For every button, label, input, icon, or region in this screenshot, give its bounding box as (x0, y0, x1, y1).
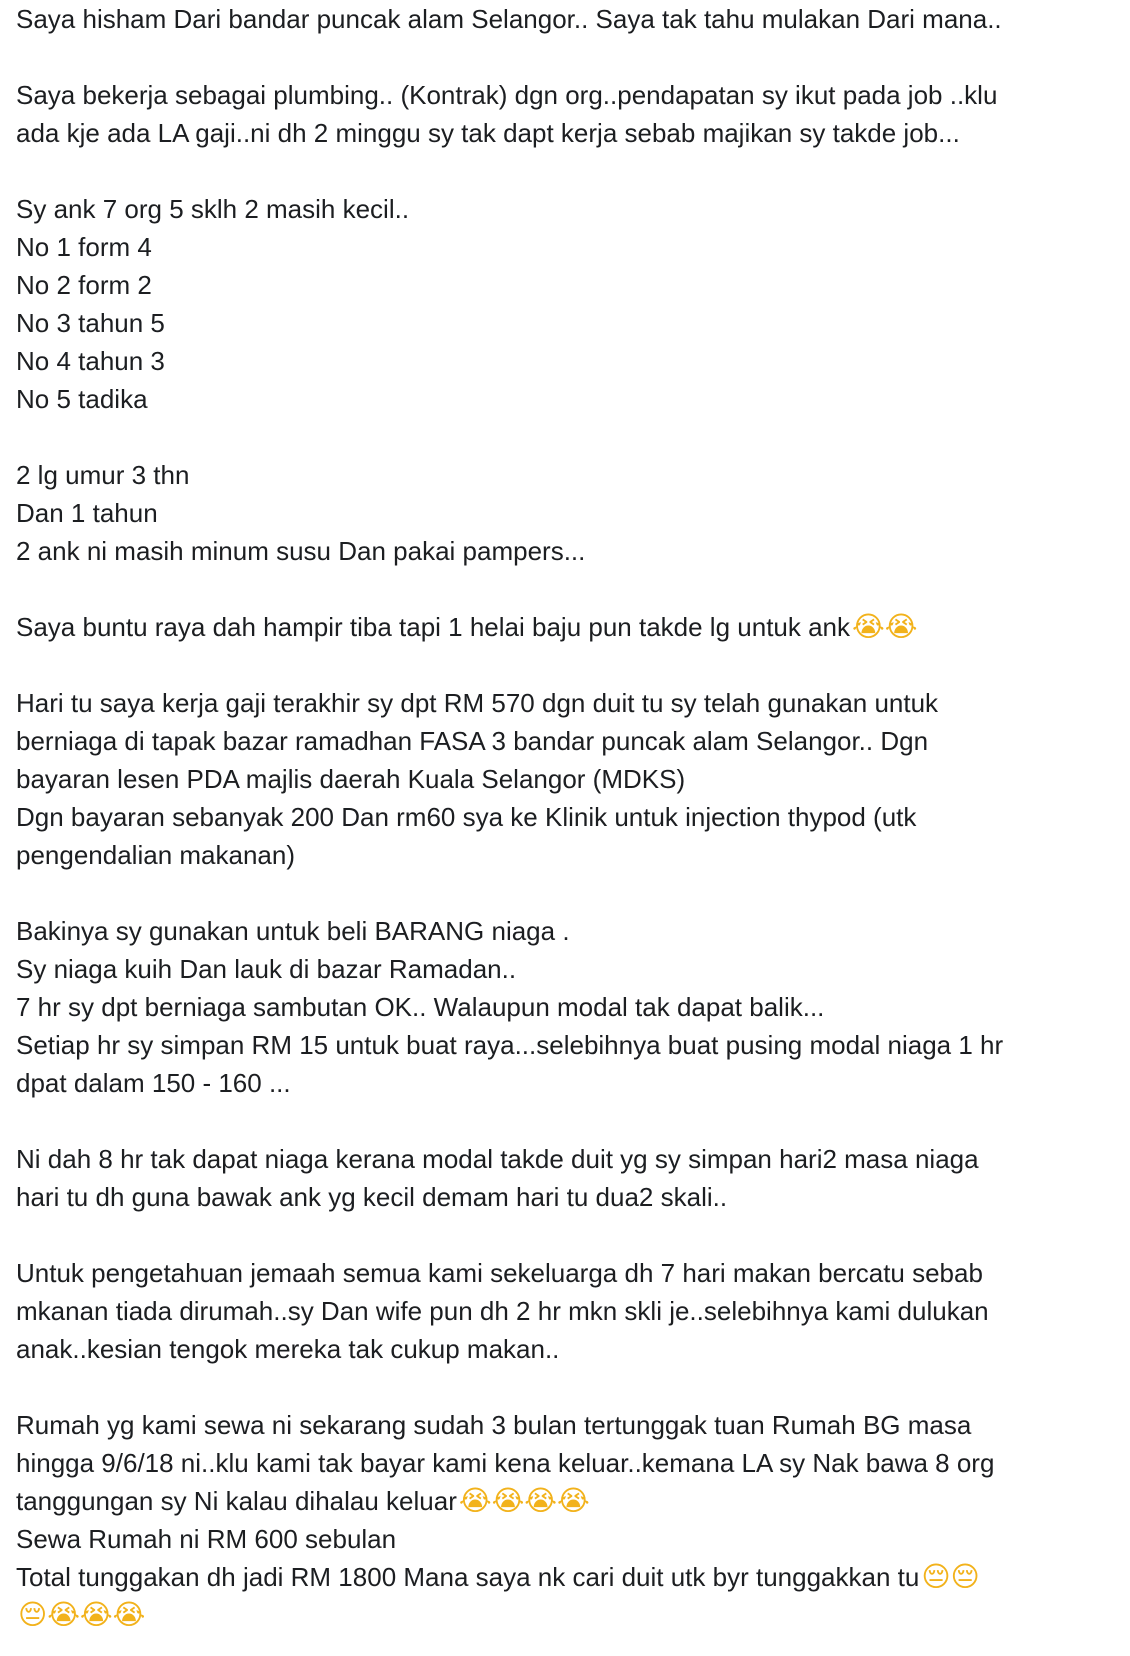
text-line: mkanan tiada dirumah..sy Dan wife pun dh 2 hr mkn skli je..selebihnya kami dulukan (16, 1296, 989, 1326)
text-line: 2 ank ni masih minum susu Dan pakai pampers... (16, 536, 586, 566)
text-line: Sewa Rumah ni RM 600 sebulan (16, 1524, 397, 1554)
text-line: Sy niaga kuih Dan lauk di bazar Ramadan.. (16, 954, 517, 984)
text-line: No 1 form 4 (16, 232, 152, 262)
text-line: No 3 tahun 5 (16, 308, 165, 338)
text-line: berniaga di tapak bazar ramadhan FASA 3 bandar puncak alam Selangor.. Dgn (16, 726, 929, 756)
text-line: anak..kesian tengok mereka tak cukup makan.. (16, 1334, 560, 1364)
text-line: dpat dalam 150 - 160 ... (16, 1068, 291, 1098)
text-line (16, 608, 1116, 646)
text-line: Hari tu saya kerja gaji terakhir sy dpt RM 570 dgn duit tu sy telah gunakan untuk (16, 688, 939, 718)
pensive-face-icon: 😔😔 (921, 1560, 980, 1593)
text-line: Saya hisham Dari bandar puncak alam Selangor.. Saya tak tahu mulakan Dari mana.. (16, 4, 1002, 34)
text-line: No 5 tadika (16, 384, 148, 414)
text-line: Sy ank 7 org 5 sklh 2 masih kecil.. (16, 194, 410, 224)
text-line: pengendalian makanan) (16, 840, 295, 870)
text-line: No 4 tahun 3 (16, 346, 165, 376)
text-line: Bakinya sy gunakan untuk beli BARANG niaga . (16, 916, 570, 946)
text-span: Saya buntu raya dah hampir tiba tapi 1 helai baju pun takde lg untuk ank (16, 612, 851, 642)
crying-face-icon: 😭😭 (852, 610, 918, 643)
text-line: hari tu dh guna bawak ank yg kecil demam hari tu dua2 skali.. (16, 1182, 728, 1212)
text-line (16, 1596, 1116, 1634)
crying-face-icon: 😭😭😭😭 (458, 1484, 590, 1517)
text-line: 7 hr sy dpt berniaga sambutan OK.. Walaupun modal tak dapat balik... (16, 992, 825, 1022)
text-line: Ni dah 8 hr tak dapat niaga kerana modal takde duit yg sy simpan hari2 masa niaga (16, 1144, 979, 1174)
text-span: Total tunggakan dh jadi RM 1800 Mana saya nk cari duit utk byr tunggakkan tu (16, 1562, 920, 1592)
pensive-crying-face-icon: 😔😭😭😭 (18, 1598, 146, 1631)
text-line: Setiap hr sy simpan RM 15 untuk buat raya...selebihnya buat pusing modal niaga 1 hr (16, 1030, 1004, 1060)
text-line: bayaran lesen PDA majlis daerah Kuala Selangor (MDKS) (16, 764, 686, 794)
text-line: Dan 1 tahun (16, 498, 158, 528)
text-line: ada kje ada LA gaji..ni dh 2 minggu sy tak dapt kerja sebab majikan sy takde job... (16, 118, 960, 148)
text-line: Rumah yg kami sewa ni sekarang sudah 3 bulan tertunggak tuan Rumah BG masa (16, 1410, 972, 1440)
text-line (16, 1482, 1116, 1520)
text-line: Untuk pengetahuan jemaah semua kami sekeluarga dh 7 hari makan bercatu sebab (16, 1258, 983, 1288)
text-line: 2 lg umur 3 thn (16, 460, 190, 490)
text-line: hingga 9/6/18 ni..klu kami tak bayar kami kena keluar..kemana LA sy Nak bawa 8 org (16, 1448, 995, 1478)
post-body (16, 0, 1116, 1634)
text-span: tanggungan sy Ni kalau dihalau keluar (16, 1486, 457, 1516)
text-line (16, 1558, 1116, 1596)
text-line: Saya bekerja sebagai plumbing.. (Kontrak) dgn org..pendapatan sy ikut pada job ..klu (16, 80, 998, 110)
text-line: No 2 form 2 (16, 270, 152, 300)
text-line: Dgn bayaran sebanyak 200 Dan rm60 sya ke Klinik untuk injection thypod (utk (16, 802, 917, 832)
